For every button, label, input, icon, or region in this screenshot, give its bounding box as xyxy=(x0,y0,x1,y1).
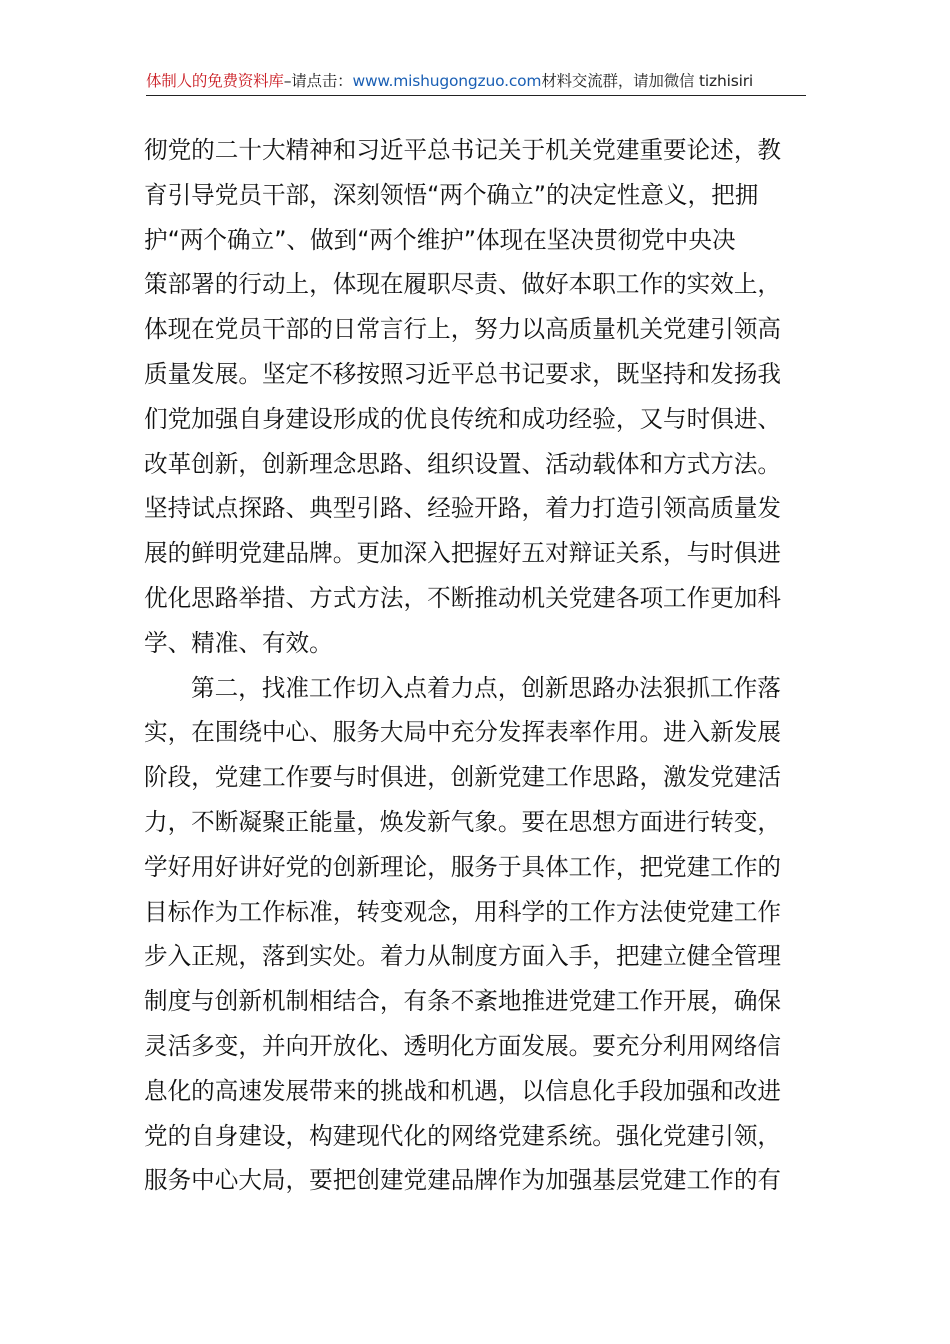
text-line: 息化的高速发展带来的挑战和机遇，以信息化手段加强和改进 xyxy=(144,1076,782,1105)
text-line: 服务中心大局，要把创建党建品牌作为加强基层党建工作的有 xyxy=(144,1166,782,1195)
header-divider xyxy=(146,95,806,96)
document-body xyxy=(144,128,808,1203)
text-line: 彻党的二十大精神和习近平总书记关于机关党建重要论述，教 xyxy=(144,136,782,164)
text-line: 们党加强自身建设形成的优良传统和成功经验，又与时俱进、 xyxy=(144,404,782,433)
text-line: 坚持试点探路、典型引路、经验开路，着力打造引领高质量发 xyxy=(144,494,782,523)
text-line: 党的自身建设，构建现代化的网络党建系统。强化党建引领， xyxy=(144,1121,782,1150)
text-line: 质量发展。坚定不移按照习近平总书记要求，既坚持和发扬我 xyxy=(144,359,782,388)
header-brand: 体制人的免费资料库 xyxy=(146,72,284,90)
text-line: 护“两个确立”、做到“两个维护”体现在坚决贯彻党中央决 xyxy=(144,225,736,254)
text-line: 改革创新，创新理念思路、组织设置、活动载体和方式方法。 xyxy=(144,449,782,478)
text-line: 学、精准、有效。 xyxy=(144,628,333,657)
text-line: 策部署的行动上，体现在履职尽责、做好本职工作的实效上， xyxy=(144,270,782,299)
text-line: 展的鲜明党建品牌。更加深入把握好五对辩证关系，与时俱进 xyxy=(144,539,782,568)
header-note: 材料交流群，请加微信 tizhisiri xyxy=(541,72,753,90)
text-line: 体现在党员干部的日常言行上，努力以高质量机关党建引领高 xyxy=(144,315,782,344)
header-url-link[interactable]: www.mishugongzuo.com xyxy=(352,72,542,90)
text-line: 优化思路举措、方式方法，不断推动机关党建各项工作更加科 xyxy=(144,583,782,612)
page-header xyxy=(146,70,806,96)
text-line: 力，不断凝聚正能量，焕发新气象。要在思想方面进行转变， xyxy=(144,807,782,836)
text-line: 实，在围绕中心、服务大局中充分发挥表率作用。进入新发展 xyxy=(144,718,782,747)
text-line: 灵活多变，并向开放化、透明化方面发展。要充分利用网络信 xyxy=(144,1031,782,1060)
text-line: 阶段，党建工作要与时俱进，创新党建工作思路，激发党建活 xyxy=(144,763,782,792)
header-separator: –请点击： xyxy=(283,72,353,90)
text-line: 目标作为工作标准，转变观念，用科学的工作方法使党建工作 xyxy=(144,897,782,926)
text-line: 学好用好讲好党的创新理论，服务于具体工作，把党建工作的 xyxy=(144,852,782,881)
paragraph-first-line: 第二，找准工作切入点着力点，创新思路办法狠抓工作落 xyxy=(191,673,781,702)
text-line: 育引导党员干部，深刻领悟“两个确立”的决定性意义，把拥 xyxy=(144,180,759,209)
text-line: 步入正规，落到实处。着力从制度方面入手，把建立健全管理 xyxy=(144,942,782,971)
text-line: 制度与创新机制相结合，有条不紊地推进党建工作开展，确保 xyxy=(144,987,782,1016)
